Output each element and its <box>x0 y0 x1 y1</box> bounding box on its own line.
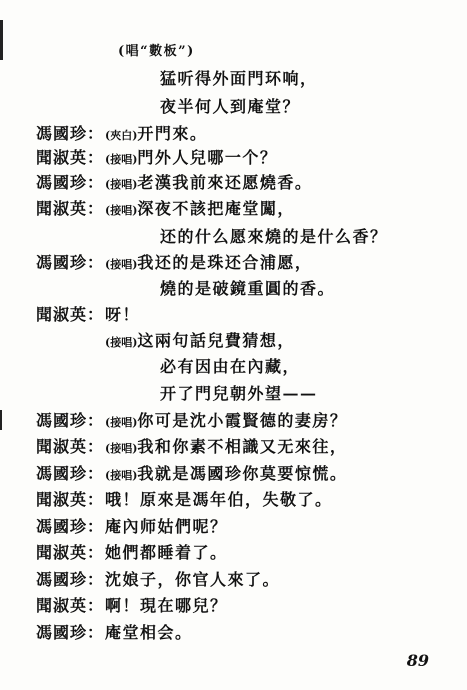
dialogue-line <box>0 196 467 222</box>
speaker-name: 馮國珍： <box>36 570 105 589</box>
dialogue-text <box>105 170 312 193</box>
dialogue-line <box>0 434 467 460</box>
speaker-name: 馮國珍： <box>36 253 105 272</box>
dialogue-body: 庵內师姑們呢？ <box>105 517 228 536</box>
speaker-name: 馮國珍： <box>36 411 105 430</box>
stage-direction: (接唱) <box>105 469 138 482</box>
heading: (唱“數板”) <box>118 44 195 59</box>
dialogue-line <box>0 302 467 328</box>
dialogue-body: 猛听得外面門环响， <box>160 69 318 88</box>
dialogue-text <box>160 94 300 117</box>
dialogue-line <box>0 593 467 619</box>
dialogue-line <box>0 381 467 407</box>
stage-direction: (接唱) <box>105 204 138 217</box>
dialogue-line <box>0 145 467 171</box>
dialogue-line <box>0 620 467 646</box>
dialogue-text <box>160 276 335 299</box>
dialogue-line <box>0 170 467 196</box>
dialogue-line <box>0 121 467 147</box>
dialogue-line <box>0 250 467 276</box>
dialogue-body: 啊！現在哪兒？ <box>105 596 228 615</box>
dialogue-body: 門外人兒哪一个？ <box>137 148 278 167</box>
dialogue-body: 必有因由在內藏， <box>160 357 301 376</box>
dialogue-body: 呀！ <box>105 305 141 324</box>
dialogue-text <box>105 540 228 563</box>
dialogue-text <box>160 381 318 404</box>
dialogue-line <box>0 354 467 380</box>
dialogue-line <box>0 567 467 593</box>
dialogue-line <box>0 66 467 92</box>
dialogue-line <box>0 224 467 250</box>
dialogue-line <box>0 487 467 513</box>
speaker-name: 聞淑英： <box>36 305 105 324</box>
dialogue-line <box>0 540 467 566</box>
dialogue-line <box>0 328 467 354</box>
dialogue-text <box>105 408 347 431</box>
dialogue-body: 老漢我前來还愿燒香。 <box>137 173 313 192</box>
speaker-name: 馮國珍： <box>36 517 105 536</box>
dialogue-text <box>105 121 207 144</box>
speaker-name: 聞淑英： <box>36 543 105 562</box>
dialogue-body: 庵堂相会。 <box>105 623 193 642</box>
speaker-name: 聞淑英： <box>36 490 105 509</box>
dialogue-text <box>105 620 193 643</box>
dialogue-body: 哦！原來是馮年伯，失敬了。 <box>105 490 333 509</box>
page-number: 89 <box>406 651 429 670</box>
dialogue-line <box>0 94 467 120</box>
dialogue-body: 你可是沈小霞賢德的妻房？ <box>137 411 348 430</box>
dialogue-text <box>160 224 388 247</box>
dialogue-text <box>105 567 280 590</box>
dialogue-body: 我和你素不相識又无來往， <box>137 437 348 456</box>
speaker-name: 馮國珍： <box>36 623 105 642</box>
dialogue-body: 我就是馮國珍你莫要惊慌。 <box>137 464 348 483</box>
speaker-name: 聞淑英： <box>36 199 105 218</box>
dialogue-text <box>105 302 140 325</box>
speaker-name: 聞淑英： <box>36 596 105 615</box>
dialogue-line <box>0 461 467 487</box>
dialogue-body: 开門來。 <box>137 124 208 143</box>
stage-direction: (接唱) <box>105 416 138 429</box>
speaker-name: 馮國珍： <box>36 124 105 143</box>
dialogue-text <box>105 250 312 273</box>
dialogue-body: 她們都睡着了。 <box>105 543 228 562</box>
stage-direction: (接唱) <box>105 153 138 166</box>
dialogue-text <box>160 354 300 377</box>
stage-direction: (夾白) <box>105 129 138 142</box>
dialogue-body: 沈娘子，你官人來了。 <box>105 570 281 589</box>
dialogue-text <box>105 328 295 351</box>
speaker-name: 聞淑英： <box>36 148 105 167</box>
dialogue-text <box>105 593 228 616</box>
speaker-name: 馮國珍： <box>36 173 105 192</box>
dialogue-text <box>105 145 277 168</box>
dialogue-text <box>105 487 333 510</box>
dialogue-body: 这兩句話兒費猜想， <box>137 331 295 350</box>
speaker-name: 馮國珍： <box>36 464 105 483</box>
stage-direction: (接唱) <box>105 178 138 191</box>
dialogue-body: 我还的是珠还合浦愿， <box>137 253 313 272</box>
dialogue-text <box>105 461 347 484</box>
dialogue-body: 开了門兒朝外望—— <box>160 384 318 403</box>
dialogue-line <box>0 408 467 434</box>
stage-direction: (接唱) <box>105 258 138 271</box>
dialogue-body: 深夜不該把庵堂闖， <box>137 199 295 218</box>
dialogue-text <box>105 196 295 219</box>
dialogue-text <box>105 434 347 457</box>
dialogue-text <box>160 66 318 89</box>
heading-line <box>0 40 467 66</box>
dialogue-body: 夜半何人到庵堂？ <box>160 97 301 116</box>
stage-direction: (接唱) <box>105 442 138 455</box>
dialogue-body: 还的什么愿來燒的是什么香？ <box>160 227 388 246</box>
stage-direction: (接唱) <box>105 336 138 349</box>
speaker-name: 聞淑英： <box>36 437 105 456</box>
dialogue-line <box>0 514 467 540</box>
dialogue-body: 燒的是破鏡重圓的香。 <box>160 279 336 298</box>
dialogue-line <box>0 276 467 302</box>
dialogue-text <box>105 514 228 537</box>
